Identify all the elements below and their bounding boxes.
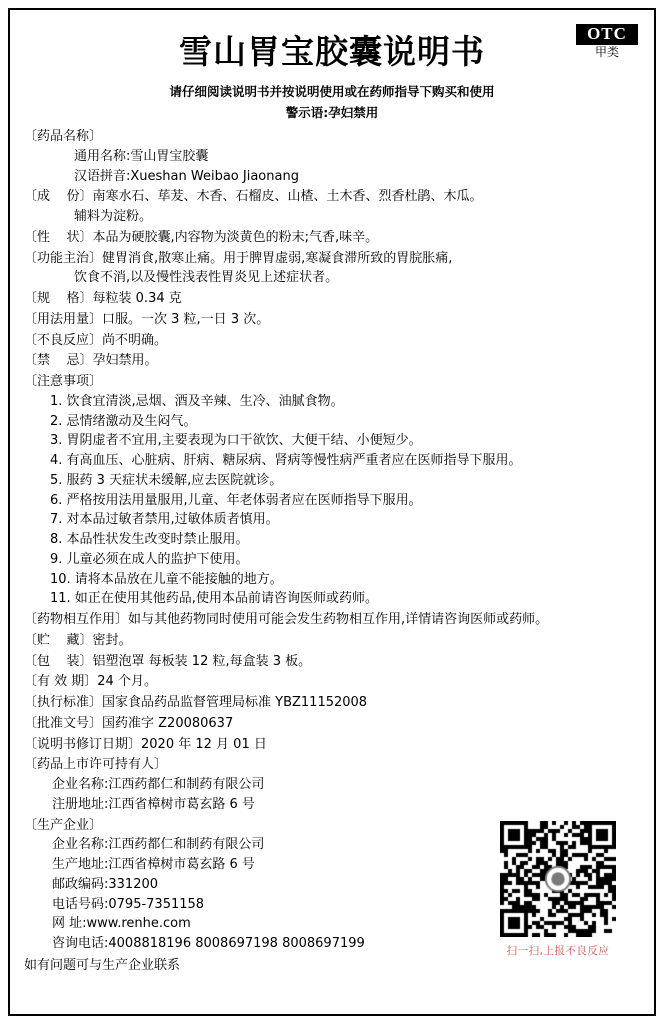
manufacturer-label: 〔生产企业〕 — [24, 817, 103, 833]
precaution-item: 8. 本品性状发生改变时禁止服用。 — [50, 532, 249, 547]
qr-caption: 扫一扫,上报不良反应 — [506, 945, 610, 957]
pinyin-value: Xueshan Weibao Jiaonang — [130, 168, 299, 184]
section-validity — [24, 672, 640, 692]
read-carefully-notice: 请仔细阅读说明书并按说明使用或在药师指导下购买和使用 — [169, 84, 495, 99]
standard-label: 〔执行标准〕 — [24, 695, 103, 710]
drug-name-label: 〔药品名称〕 — [24, 129, 103, 144]
mah-company-value: 江西药都仁和制药有限公司 — [108, 777, 265, 792]
dosage-label: 〔用法用量〕 — [24, 311, 103, 327]
precaution-item: 4. 有高血压、心脏病、肝病、糖尿病、肾病等慢性病严重者应在医师指导下服用。 — [50, 453, 522, 468]
manufacturer-zip-value: 331200 — [108, 876, 159, 892]
section-revision-date — [24, 735, 640, 755]
revision-date-label: 〔说明书修订日期〕 — [24, 736, 142, 752]
precaution-item: 2. 忌情绪激动及生闷气。 — [50, 413, 197, 429]
adverse-label: 〔不良反应〕 — [24, 332, 103, 348]
revision-date-value: 2020 年 12 月 01 日 — [141, 736, 267, 752]
manufacturer-company-label: 企业名称: — [52, 837, 109, 853]
pinyin-row — [24, 167, 640, 187]
mah-company-row — [24, 775, 640, 795]
package-value: 铝塑泡罩 每板装 12 粒,每盒装 3 板。 — [92, 653, 312, 669]
section-indications — [24, 249, 640, 269]
manufacturer-zip-label: 邮政编码: — [52, 876, 109, 892]
interactions-label: 〔药物相互作用〕 — [24, 612, 129, 627]
dosage-value: 口服。一次 3 粒,一日 3 次。 — [102, 311, 270, 327]
approval-label: 〔批准文号〕 — [24, 715, 103, 731]
contraindication-label: 〔禁 忌〕 — [24, 353, 93, 369]
leaflet-page — [8, 8, 656, 1016]
manufacturer-hotline-label: 咨询电话: — [52, 936, 109, 951]
otc-badge — [576, 24, 638, 58]
generic-name-label: 通用名称: — [74, 148, 131, 164]
precaution-item: 11. 如正在使用其他药品,使用本品前请咨询医师或药师。 — [50, 591, 378, 607]
precaution-item: 1. 饮食宜清淡,忌烟、酒及辛辣、生冷、油腻食物。 — [50, 393, 344, 409]
precaution-item: 10. 请将本品放在儿童不能接触的地方。 — [50, 571, 283, 587]
otc-category-label: 甲类 — [594, 44, 619, 59]
approval-value: 国药准字 Z20080637 — [102, 715, 234, 731]
mah-company-label: 企业名称: — [52, 777, 109, 792]
section-mah — [24, 755, 640, 775]
package-label: 〔包 装〕 — [24, 653, 93, 669]
properties-label: 〔性 状〕 — [24, 229, 93, 245]
ingredients-label: 〔成 份〕 — [24, 189, 93, 205]
precaution-item: 7. 对本品过敏者禁用,过敏体质者慎用。 — [50, 512, 279, 528]
page-title: 雪山胃宝胶囊说明书 — [179, 32, 485, 71]
precautions-label: 〔注意事项〕 — [24, 374, 103, 389]
ingredients-value: 南寒水石、荜茇、木香、石榴皮、山楂、土木香、烈香杜鹃、木瓜。 — [92, 189, 483, 205]
section-precautions — [24, 372, 640, 392]
section-dosage — [24, 310, 640, 330]
qr-code-block — [496, 821, 620, 958]
mah-address-value: 江西省樟树市葛玄路 6 号 — [108, 796, 255, 812]
indications-label: 〔功能主治〕 — [24, 250, 103, 266]
section-adverse — [24, 331, 640, 351]
section-contraindication — [24, 351, 640, 371]
precaution-item: 9. 儿童必须在成人的监护下使用。 — [50, 551, 249, 567]
section-package — [24, 652, 640, 672]
generic-name-value: 雪山胃宝胶囊 — [130, 148, 209, 164]
warning-statement: 警示语:孕妇禁用 — [285, 105, 379, 120]
section-interactions — [24, 610, 640, 630]
validity-value: 24 个月。 — [97, 674, 157, 690]
section-standard — [24, 693, 640, 713]
indications-line-1: 健胃消食,散寒止痛。用于脾胃虚弱,寒凝食滞所致的胃脘胀痛, — [102, 250, 453, 266]
mah-address-row — [24, 795, 640, 815]
manufacturer-phone-label: 电话号码: — [52, 896, 109, 912]
section-properties — [24, 228, 640, 248]
spec-label: 〔规 格〕 — [24, 291, 93, 306]
storage-label: 〔贮 藏〕 — [24, 632, 93, 648]
pinyin-label: 汉语拼音: — [74, 168, 131, 184]
indications-line-2: 饮食不消,以及慢性浅表性胃炎见上述症状者。 — [74, 270, 339, 286]
mah-address-label: 注册地址: — [52, 796, 109, 812]
manufacturer-hotline-value: 4008818196 8008697198 8008697199 — [108, 936, 365, 951]
section-ingredients — [24, 187, 640, 207]
qr-code-image[interactable] — [500, 821, 616, 937]
validity-label: 〔有 效 期〕 — [24, 674, 98, 690]
manufacturer-site-value: 江西省樟树市葛玄路 6 号 — [108, 857, 255, 872]
section-drug-name — [24, 127, 640, 147]
spec-value: 每粒装 0.34 克 — [92, 291, 182, 306]
section-storage — [24, 631, 640, 651]
generic-name-row — [24, 147, 640, 167]
otc-label: OTC — [576, 24, 638, 45]
storage-value: 密封。 — [92, 632, 132, 648]
precaution-item: 6. 严格按用法用量服用,儿童、年老体弱者应在医师指导下服用。 — [50, 492, 422, 508]
precaution-item: 5. 服药 3 天症状未缓解,应去医院就诊。 — [50, 472, 283, 488]
standard-value: 国家食品药品监督管理局标准 YBZ11152008 — [102, 695, 368, 710]
precaution-item: 3. 胃阴虚者不宜用,主要表现为口干欲饮、大便干结、小便短少。 — [50, 433, 422, 449]
interactions-value: 如与其他药物同时使用可能会发生药物相互作用,详情请咨询医师或药师。 — [128, 612, 549, 627]
adverse-value: 尚不明确。 — [102, 332, 168, 348]
properties-value: 本品为硬胶囊,内容物为淡黄色的粉末;气香,味辛。 — [92, 229, 379, 245]
section-approval — [24, 714, 640, 734]
manufacturer-web-label: 网 址: — [52, 916, 87, 932]
section-spec — [24, 289, 640, 309]
manufacturer-phone-value: 0795-7351158 — [108, 896, 205, 912]
excipients-value: 辅料为淀粉。 — [74, 209, 153, 224]
manufacturer-site-label: 生产地址: — [52, 857, 109, 872]
contact-note: 如有问题可与生产企业联系 — [24, 957, 181, 973]
mah-label: 〔药品上市许可持有人〕 — [24, 757, 168, 773]
contraindication-value: 孕妇禁用。 — [92, 353, 158, 369]
manufacturer-company-value: 江西药都仁和制药有限公司 — [108, 837, 265, 853]
manufacturer-web-value[interactable]: www.renhe.com — [86, 916, 191, 932]
